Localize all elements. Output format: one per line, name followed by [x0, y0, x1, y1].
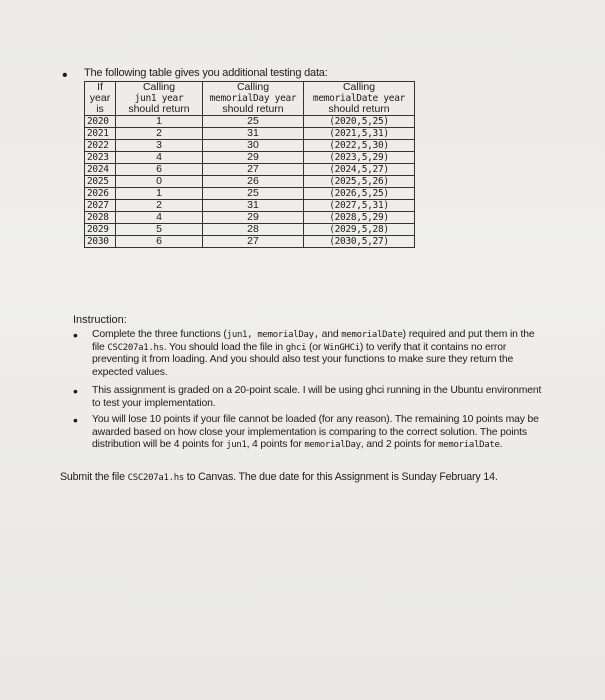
table-row [85, 188, 415, 200]
table-cell: 2027 [85, 200, 116, 212]
table-header-cell: Calling [304, 82, 415, 94]
table-row [85, 116, 415, 128]
table-cell: 2 [116, 128, 203, 140]
table-cell: 30 [203, 140, 304, 152]
instruction-bullet-3: • You will lose 10 points if your file cannot be loaded (for any reason). The remaining 10 points may be awarded based on how close your implementation is comparing to the correct solution. The points distribution will be 4 points for jun1, 4 points for memorialDay, and 2 points for memorialDate. [73, 412, 539, 450]
table-header-cell: memorialDate year [304, 93, 415, 104]
table-row [85, 176, 415, 188]
table-cell: 4 [116, 152, 203, 164]
table-row [85, 212, 415, 224]
table-header-cell: should return [203, 104, 304, 116]
table-cell: 2021 [85, 128, 116, 140]
table-header-row [85, 82, 415, 94]
table-cell: 2024 [85, 164, 116, 176]
table-cell: 6 [116, 164, 203, 176]
table-cell: (2029,5,28) [304, 224, 415, 236]
table-cell: 2025 [85, 176, 116, 188]
table-cell: (2025,5,26) [304, 176, 415, 188]
table-cell: 29 [203, 212, 304, 224]
table-header-cell: should return [304, 104, 415, 116]
table-cell: 1 [116, 116, 203, 128]
table-cell: 2030 [85, 236, 116, 248]
table-cell: 31 [203, 200, 304, 212]
table-header-cell: If [85, 82, 116, 94]
table-cell: (2030,5,27) [304, 236, 415, 248]
submit-instructions: Submit the file CSC207a1.hs to Canvas. The due date for this Assignment is Sunday February 14. [60, 471, 498, 483]
table-cell: 2020 [85, 116, 116, 128]
table-cell: (2022,5,30) [304, 140, 415, 152]
table-cell: (2020,5,25) [304, 116, 415, 128]
table-cell: 2029 [85, 224, 116, 236]
table-cell: (2027,5,31) [304, 200, 415, 212]
testing-data-table [84, 81, 415, 248]
table-header-cell: memorialDay year [203, 93, 304, 104]
table-cell: (2023,5,29) [304, 152, 415, 164]
table-row [85, 140, 415, 152]
table-header-cell: is [85, 104, 116, 116]
table-row [85, 164, 415, 176]
intro-text: The following table gives you additional testing data: [84, 67, 328, 79]
table-cell: 6 [116, 236, 203, 248]
table-cell: 1 [116, 188, 203, 200]
instruction-bullet-1: • Complete the three functions (jun1, memorialDay, and memorialDate) required and put them in the file CSC207a1.hs. You should load the file in ghci (or WinGHCi) to verify that it contains no error preventing it from loading. And you should also test your functions to make sure they return the expected values. [73, 327, 535, 378]
bullet-icon: • [73, 327, 78, 343]
table-row [85, 236, 415, 248]
table-header-cell: Calling [203, 82, 304, 94]
table-header-cell: should return [116, 104, 203, 116]
table-cell: 25 [203, 116, 304, 128]
table-cell: 4 [116, 212, 203, 224]
bullet-icon: • [73, 383, 78, 399]
table-cell: 2 [116, 200, 203, 212]
table-row [85, 128, 415, 140]
table-row [85, 200, 415, 212]
table-row [85, 224, 415, 236]
table-cell: 27 [203, 236, 304, 248]
table-cell: 2022 [85, 140, 116, 152]
instruction-bullet-2: • This assignment is graded on a 20-point scale. I will be using ghci running in the Ubuntu environment to test your implementation. [73, 383, 542, 409]
table-header-cell: jun1 year [116, 93, 203, 104]
instruction-title: Instruction: [73, 314, 127, 326]
table-cell: 3 [116, 140, 203, 152]
table-cell: (2026,5,25) [304, 188, 415, 200]
table-cell: (2028,5,29) [304, 212, 415, 224]
table-cell: 29 [203, 152, 304, 164]
table-cell: (2021,5,31) [304, 128, 415, 140]
bullet-icon: • [73, 412, 78, 428]
table-row [85, 152, 415, 164]
table-cell: 31 [203, 128, 304, 140]
table-cell: 0 [116, 176, 203, 188]
table-cell: 2023 [85, 152, 116, 164]
table-cell: 27 [203, 164, 304, 176]
table-cell: 28 [203, 224, 304, 236]
bullet-icon: • [62, 67, 68, 84]
table-cell: 2028 [85, 212, 116, 224]
table-cell: (2024,5,27) [304, 164, 415, 176]
table-header-cell: year [85, 93, 116, 104]
table-cell: 26 [203, 176, 304, 188]
table-header-cell: Calling [116, 82, 203, 94]
table-cell: 2026 [85, 188, 116, 200]
table-header-row [85, 104, 415, 116]
table-cell: 5 [116, 224, 203, 236]
table-cell: 25 [203, 188, 304, 200]
